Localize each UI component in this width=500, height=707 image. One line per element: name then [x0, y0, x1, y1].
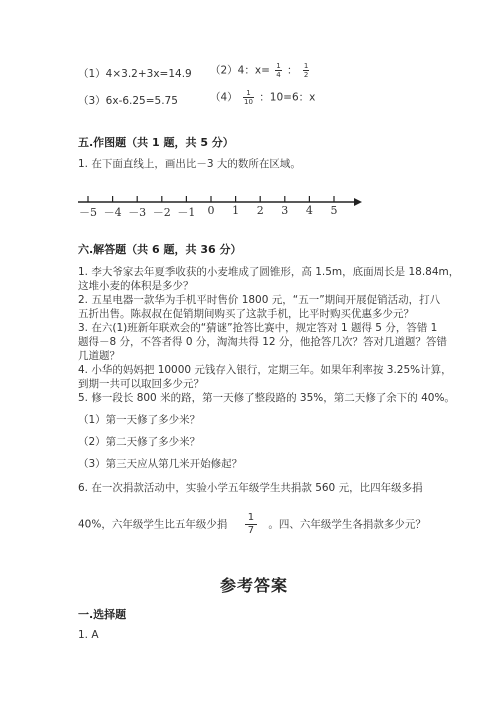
equation-2-prefix: （2）4：x=	[210, 64, 270, 77]
fraction-one-seventh	[245, 512, 257, 537]
section-5-title: 五.作图题（共 1 题，共 5 分）	[78, 136, 234, 149]
question-5-part-1: （1）第一天修了多少米？	[78, 414, 201, 426]
section-5-question-1: 1. 在下面直线上，画出比－3 大的数所在区域。	[78, 158, 301, 170]
question-6-prefix: 40%，六年级学生比五年级少捐	[78, 518, 228, 531]
fraction-one-half	[303, 62, 309, 79]
section-6-title: 六.解答题（共 6 题，共 36 分）	[78, 243, 242, 256]
fraction-numerator: 1	[303, 62, 309, 70]
fraction-denominator: 7	[247, 525, 255, 536]
question-1-line-1: 1. 李大爷家去年夏季收获的小麦堆成了圆锥形，高 1.5m，底面周长是 18.84m，	[78, 266, 460, 278]
number-line-tick-label: 0	[207, 204, 215, 217]
fraction-numerator: 1	[276, 62, 281, 70]
question-4-line-1: 4. 小华的妈妈把 10000 元钱存入银行，定期三年。如果年利率按 3.25%计算，	[78, 364, 452, 376]
question-6-line-1: 6. 在一次捐款活动中，实验小学五年级学生共捐款 560 元，比四年级多捐	[78, 482, 423, 494]
fraction-denominator: 10	[244, 98, 253, 106]
fraction-denominator: 2	[303, 71, 309, 79]
question-2-line-1: 2. 五星电器一款华为手机平时售价 1800 元，“五一”期间开展促销活动，打八	[78, 294, 441, 306]
number-line-tick-label: 5	[330, 204, 338, 217]
fraction-one-tenth	[243, 89, 254, 106]
arrow-right-icon	[354, 198, 362, 206]
equation-3: （3）6x-6.25=5.75	[78, 95, 178, 107]
number-line-tick-label: －2	[152, 206, 171, 219]
number-line-tick-label: 4	[305, 204, 313, 217]
equation-2	[210, 62, 311, 79]
equation-4-suffix: ：10=6：x	[259, 91, 316, 104]
question-5-line-1: 5. 修一段长 800 米的路，第一天修了整段路的 35%，第二天修了余下的 40%。	[78, 392, 455, 404]
equation-2-colon: ：	[287, 64, 298, 77]
answers-section-1-title: 一.选择题	[78, 608, 127, 621]
number-line-tick-label: 1	[232, 204, 240, 217]
number-line-ticks	[88, 196, 334, 202]
equation-1: （1）4×3.2+3x=14.9	[78, 68, 192, 80]
equation-4	[210, 89, 315, 106]
fraction-numerator: 1	[243, 89, 254, 98]
number-line-tick-label: 2	[256, 204, 264, 217]
answer-1: 1. A	[78, 629, 99, 641]
number-line-tick-label: 3	[281, 204, 289, 217]
question-4-line-2: 到期一共可以取回多少元？	[78, 378, 204, 390]
question-2-line-2: 五折出售。陈叔叔在促销期间购买了这款手机，比平时购买优惠多少元？	[78, 308, 414, 320]
fraction-one-quarter	[275, 62, 281, 79]
number-line-tick-label: －1	[177, 206, 196, 219]
equation-4-prefix: （4）	[210, 91, 238, 104]
number-line-tick-label: －5	[79, 206, 97, 219]
question-3-line-2: 题得－8 分，不答者得 0 分，淘淘共得 12 分，他抢答几次？答对几道题？答错	[78, 336, 447, 348]
fraction-numerator: 1	[245, 512, 257, 525]
number-line-tick-label: －3	[128, 206, 147, 219]
question-1-line-2: 这堆小麦的体积是多少？	[78, 280, 194, 292]
answers-title: 参考答案	[220, 576, 289, 595]
question-3-line-3: 几道题？	[78, 350, 120, 362]
question-5-part-2: （2）第二天修了多少米？	[78, 436, 201, 448]
question-5-part-3: （3）第三天应从第几米开始修起？	[78, 458, 243, 470]
question-6-suffix: 。四、六年级学生各捐款多少元？	[268, 518, 426, 531]
question-3-line-1: 3. 在六(1)班新年联欢会的“猜谜”抢答比赛中，规定答对 1 题得 5 分，答错 1	[78, 322, 438, 334]
number-line-tick-label: －4	[103, 206, 122, 219]
question-6-line-2	[78, 512, 426, 537]
fraction-denominator: 4	[276, 71, 281, 79]
